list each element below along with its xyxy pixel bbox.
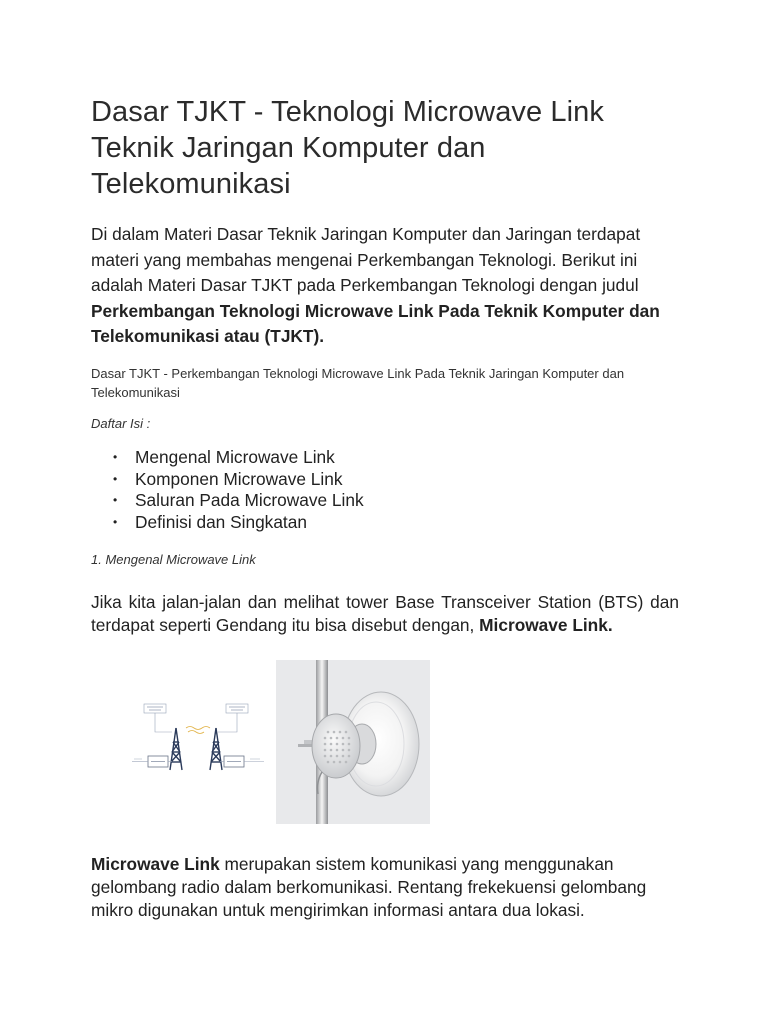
intro-text: Di dalam Materi Dasar Teknik Jaringan Komputer dan Jaringan terdapat materi yang membahas mengenai Perkembangan Teknologi. Berikut ini adalah Materi Dasar TJKT pada Perkembangan Teknologi dengan judul [91,224,641,296]
bullet-icon: • [113,449,118,464]
microwave-antenna-illustration [276,660,430,824]
toc-list [91,447,679,534]
image-caption: Dasar TJKT - Perkembangan Teknologi Microwave Link Pada Teknik Jaringan Komputer dan Telekomunikasi [91,365,625,400]
bullet-icon: • [113,515,118,530]
toc-item[interactable] [113,512,679,534]
toc-item-label[interactable]: Mengenal Microwave Link [135,446,335,467]
transmitter-label-box [144,704,166,713]
toc-item-label[interactable]: Saluran Pada Microwave Link [135,490,364,511]
definition-bold: Microwave Link [91,854,220,874]
toc-item[interactable] [113,446,679,469]
section-heading: 1. Mengenal Microwave Link [91,551,256,567]
toc-item-label[interactable]: Komponen Microwave Link [135,468,343,489]
radio-wave-icon [186,727,210,734]
definition-text: merupakan sistem komunikasi yang menggunakan gelombang radio dalam berkomunikasi. Rentang frekekuensi gelombang mikro digunakan untuk mengirimkan informasi antara dua lokasi. [91,854,647,920]
article [91,94,679,637]
bullet-icon: • [113,471,118,486]
article-title: Dasar TJKT - Teknologi Microwave Link Teknik Jaringan Komputer dan Telekomunikasi [91,96,605,200]
right-tower-icon [210,728,222,770]
microwave-link-diagram [130,700,270,780]
section-paragraph [91,591,679,637]
left-tower-icon [170,728,182,770]
microwave-antenna-photo [276,660,430,824]
toc-item-label[interactable]: Definisi dan Singkatan [135,512,307,533]
toc-item[interactable] [113,490,679,512]
toc-label: Daftar Isi : [91,415,151,431]
definition-paragraph [91,853,679,922]
section-paragraph-bold: Microwave Link. [479,614,613,635]
bullet-icon: • [113,493,118,508]
receiver-label-box [226,704,248,713]
intro-paragraph [91,222,679,350]
section-paragraph-text: Jika kita jalan-jalan dan melihat tower Base Transceiver Station (BTS) dan terdapat seperti Gendang itu bisa disebut dengan, [91,591,679,635]
figure-row [130,660,430,824]
toc-item[interactable] [113,468,679,491]
intro-bold-text: Perkembangan Teknologi Microwave Link Pada Teknik Komputer dan Telekomunikasi atau (TJKT). [91,300,660,347]
